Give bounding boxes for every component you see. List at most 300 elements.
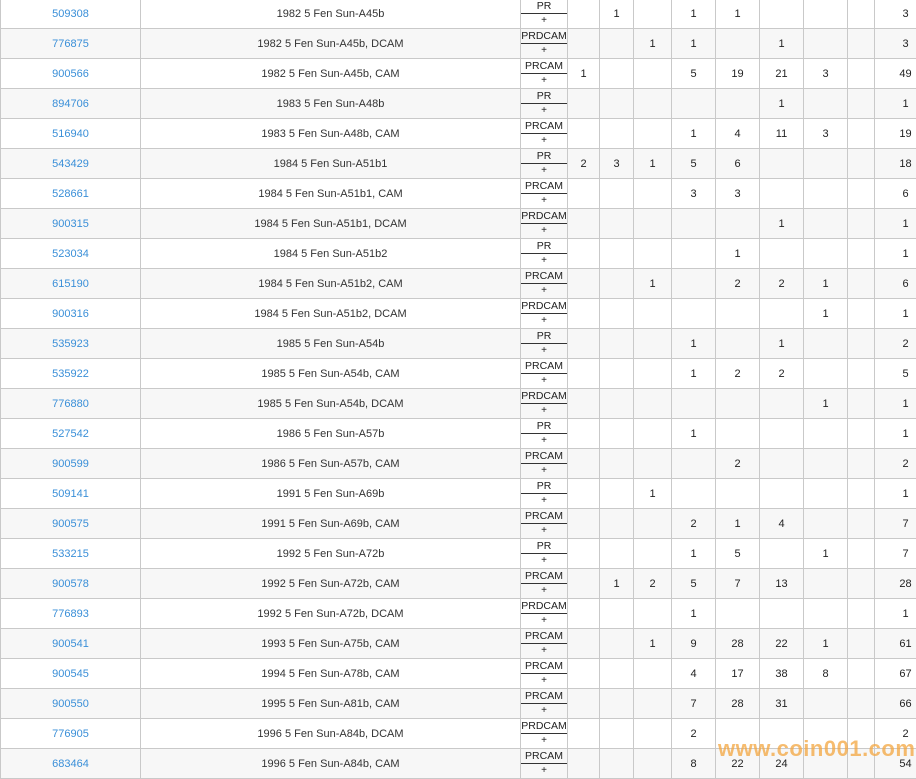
item-id-cell bbox=[1, 359, 141, 389]
grade-designation: PRDCAM bbox=[521, 599, 567, 614]
population-count-cell bbox=[716, 419, 760, 449]
coin-description: 1992 5 Fen Sun-A72b, DCAM bbox=[141, 599, 521, 629]
population-count-cell bbox=[568, 329, 600, 359]
grade-designation: PRCAM bbox=[521, 269, 567, 284]
item-id-link[interactable]: 535922 bbox=[52, 368, 89, 380]
population-count-cell bbox=[672, 89, 716, 119]
grade-designation: PRCAM bbox=[521, 689, 567, 704]
population-count-cell: 7 bbox=[672, 689, 716, 719]
population-count-cell bbox=[760, 479, 804, 509]
grade-designation: PR bbox=[521, 329, 567, 344]
population-count-cell bbox=[760, 599, 804, 629]
item-id-cell bbox=[1, 239, 141, 269]
grade-designation: PRDCAM bbox=[521, 719, 567, 734]
item-id-cell bbox=[1, 389, 141, 419]
item-id-link[interactable]: 509308 bbox=[52, 8, 89, 20]
item-id-cell bbox=[1, 659, 141, 689]
population-count-cell: 5 bbox=[672, 569, 716, 599]
grade-designation-cell bbox=[521, 239, 568, 269]
coin-description: 1983 5 Fen Sun-A48b bbox=[141, 89, 521, 119]
table-row bbox=[1, 239, 916, 269]
coin-description: 1984 5 Fen Sun-A51b1 bbox=[141, 149, 521, 179]
population-count-cell bbox=[600, 509, 634, 539]
population-count-cell: 7 bbox=[716, 569, 760, 599]
population-count-cell: 5 bbox=[672, 149, 716, 179]
population-count-cell: 21 bbox=[760, 59, 804, 89]
table-row bbox=[1, 359, 916, 389]
plus-grade-marker: + bbox=[521, 134, 567, 148]
population-count-cell bbox=[848, 329, 875, 359]
population-count-cell bbox=[568, 629, 600, 659]
table-row bbox=[1, 299, 916, 329]
population-count-cell bbox=[568, 209, 600, 239]
table-row bbox=[1, 329, 916, 359]
item-id-link[interactable]: 533215 bbox=[52, 548, 89, 560]
table-row bbox=[1, 689, 916, 719]
population-count-cell bbox=[672, 479, 716, 509]
population-count-cell bbox=[600, 449, 634, 479]
population-count-cell bbox=[804, 749, 848, 779]
item-id-link[interactable]: 900566 bbox=[52, 68, 89, 80]
item-id-link[interactable]: 900550 bbox=[52, 698, 89, 710]
population-count-cell bbox=[568, 269, 600, 299]
population-count-cell: 1 bbox=[716, 0, 760, 29]
population-count-cell bbox=[634, 89, 672, 119]
population-count-cell: 2 bbox=[716, 359, 760, 389]
grade-designation: PRCAM bbox=[521, 449, 567, 464]
plus-grade-marker: + bbox=[521, 44, 567, 58]
plus-grade-marker: + bbox=[521, 14, 567, 28]
grade-designation-cell bbox=[521, 389, 568, 419]
grade-designation: PR bbox=[521, 419, 567, 434]
population-count-cell: 1 bbox=[634, 629, 672, 659]
population-total-cell: 1 bbox=[875, 299, 916, 329]
item-id-link[interactable]: 528661 bbox=[52, 188, 89, 200]
population-count-cell: 6 bbox=[716, 149, 760, 179]
population-count-cell bbox=[804, 449, 848, 479]
grade-designation-cell bbox=[521, 419, 568, 449]
table-row bbox=[1, 659, 916, 689]
coin-description: 1986 5 Fen Sun-A57b, CAM bbox=[141, 449, 521, 479]
population-count-cell bbox=[760, 719, 804, 749]
item-id-cell bbox=[1, 209, 141, 239]
grade-designation: PRDCAM bbox=[521, 299, 567, 314]
population-count-cell bbox=[600, 419, 634, 449]
population-count-cell bbox=[804, 179, 848, 209]
population-count-cell bbox=[760, 299, 804, 329]
population-count-cell: 1 bbox=[804, 389, 848, 419]
grade-designation-cell bbox=[521, 179, 568, 209]
population-count-cell bbox=[600, 629, 634, 659]
table-row bbox=[1, 509, 916, 539]
population-count-cell bbox=[848, 569, 875, 599]
population-count-cell: 3 bbox=[804, 119, 848, 149]
population-count-cell bbox=[716, 329, 760, 359]
grade-designation: PR bbox=[521, 539, 567, 554]
population-count-cell bbox=[804, 569, 848, 599]
population-count-cell bbox=[804, 509, 848, 539]
item-id-cell bbox=[1, 509, 141, 539]
population-count-cell bbox=[760, 239, 804, 269]
item-id-cell bbox=[1, 479, 141, 509]
population-count-cell bbox=[804, 419, 848, 449]
grade-designation: PRCAM bbox=[521, 359, 567, 374]
plus-grade-marker: + bbox=[521, 734, 567, 748]
table-row bbox=[1, 719, 916, 749]
population-count-cell bbox=[804, 239, 848, 269]
population-count-cell bbox=[568, 0, 600, 29]
population-count-cell bbox=[634, 689, 672, 719]
coin-description: 1996 5 Fen Sun-A84b, CAM bbox=[141, 749, 521, 779]
population-count-cell bbox=[600, 299, 634, 329]
population-total-cell: 1 bbox=[875, 239, 916, 269]
table-row bbox=[1, 0, 916, 29]
table-row bbox=[1, 179, 916, 209]
population-count-cell bbox=[848, 719, 875, 749]
population-count-cell bbox=[634, 329, 672, 359]
population-count-cell bbox=[848, 599, 875, 629]
plus-grade-marker: + bbox=[521, 344, 567, 358]
population-count-cell: 38 bbox=[760, 659, 804, 689]
population-count-cell: 1 bbox=[760, 29, 804, 59]
grade-designation-cell bbox=[521, 359, 568, 389]
item-id-link[interactable]: 900316 bbox=[52, 308, 89, 320]
population-count-cell bbox=[568, 569, 600, 599]
population-count-cell bbox=[600, 719, 634, 749]
population-count-cell: 2 bbox=[672, 719, 716, 749]
population-count-cell: 5 bbox=[716, 539, 760, 569]
population-count-cell: 3 bbox=[804, 59, 848, 89]
population-count-cell: 2 bbox=[760, 359, 804, 389]
population-count-cell: 2 bbox=[634, 569, 672, 599]
population-count-cell: 2 bbox=[716, 269, 760, 299]
population-total-cell: 54 bbox=[875, 749, 916, 779]
population-count-cell bbox=[634, 59, 672, 89]
population-count-cell bbox=[634, 599, 672, 629]
population-count-cell: 1 bbox=[672, 119, 716, 149]
table-row bbox=[1, 29, 916, 59]
grade-designation-cell bbox=[521, 599, 568, 629]
grade-designation-cell bbox=[521, 479, 568, 509]
population-count-cell bbox=[848, 119, 875, 149]
plus-grade-marker: + bbox=[521, 644, 567, 658]
population-count-cell bbox=[600, 29, 634, 59]
population-count-cell bbox=[634, 719, 672, 749]
grade-designation-cell bbox=[521, 539, 568, 569]
population-count-cell bbox=[848, 0, 875, 29]
population-count-cell bbox=[600, 269, 634, 299]
population-count-cell bbox=[568, 539, 600, 569]
population-count-cell bbox=[600, 689, 634, 719]
coin-description: 1984 5 Fen Sun-A51b1, DCAM bbox=[141, 209, 521, 239]
population-count-cell: 22 bbox=[716, 749, 760, 779]
population-count-cell bbox=[716, 719, 760, 749]
population-count-cell bbox=[600, 209, 634, 239]
coin-description: 1985 5 Fen Sun-A54b, DCAM bbox=[141, 389, 521, 419]
population-count-cell: 1 bbox=[672, 359, 716, 389]
population-count-cell bbox=[848, 749, 875, 779]
item-id-link[interactable]: 900541 bbox=[52, 638, 89, 650]
population-total-cell: 66 bbox=[875, 689, 916, 719]
population-count-cell bbox=[804, 359, 848, 389]
plus-grade-marker: + bbox=[521, 704, 567, 718]
population-count-cell bbox=[568, 419, 600, 449]
table-row bbox=[1, 269, 916, 299]
grade-designation: PR bbox=[521, 149, 567, 164]
population-count-cell: 1 bbox=[716, 239, 760, 269]
population-count-cell bbox=[672, 299, 716, 329]
table-row bbox=[1, 539, 916, 569]
coin-description: 1992 5 Fen Sun-A72b bbox=[141, 539, 521, 569]
item-id-cell bbox=[1, 29, 141, 59]
population-total-cell: 19 bbox=[875, 119, 916, 149]
plus-grade-marker: + bbox=[521, 764, 567, 778]
population-total-cell: 28 bbox=[875, 569, 916, 599]
population-count-cell: 1 bbox=[804, 539, 848, 569]
table-row bbox=[1, 89, 916, 119]
population-count-cell bbox=[600, 179, 634, 209]
grade-designation: PRDCAM bbox=[521, 209, 567, 224]
population-count-cell: 28 bbox=[716, 689, 760, 719]
population-count-cell bbox=[634, 749, 672, 779]
population-count-cell bbox=[568, 449, 600, 479]
population-count-cell bbox=[848, 449, 875, 479]
plus-grade-marker: + bbox=[521, 404, 567, 418]
population-total-cell: 1 bbox=[875, 599, 916, 629]
population-count-cell: 1 bbox=[804, 269, 848, 299]
population-count-cell bbox=[848, 179, 875, 209]
population-count-cell bbox=[760, 419, 804, 449]
population-count-cell: 1 bbox=[672, 539, 716, 569]
plus-grade-marker: + bbox=[521, 224, 567, 238]
population-count-cell bbox=[600, 59, 634, 89]
population-count-cell bbox=[716, 479, 760, 509]
coin-description: 1994 5 Fen Sun-A78b, CAM bbox=[141, 659, 521, 689]
population-count-cell bbox=[672, 239, 716, 269]
grade-designation-cell bbox=[521, 509, 568, 539]
population-count-cell: 1 bbox=[634, 29, 672, 59]
population-count-cell: 1 bbox=[760, 329, 804, 359]
population-total-cell: 2 bbox=[875, 449, 916, 479]
grade-designation-cell bbox=[521, 329, 568, 359]
grade-designation: PRDCAM bbox=[521, 389, 567, 404]
grade-designation: PRCAM bbox=[521, 119, 567, 134]
item-id-link[interactable]: 523034 bbox=[52, 248, 89, 260]
population-total-cell: 18 bbox=[875, 149, 916, 179]
population-count-cell bbox=[848, 299, 875, 329]
plus-grade-marker: + bbox=[521, 374, 567, 388]
population-total-cell: 1 bbox=[875, 419, 916, 449]
item-id-cell bbox=[1, 119, 141, 149]
population-count-cell bbox=[716, 389, 760, 419]
population-count-cell: 1 bbox=[804, 629, 848, 659]
item-id-cell bbox=[1, 179, 141, 209]
grade-designation: PRCAM bbox=[521, 659, 567, 674]
population-table-body bbox=[1, 0, 916, 779]
item-id-cell bbox=[1, 299, 141, 329]
population-count-cell bbox=[634, 539, 672, 569]
population-total-cell: 67 bbox=[875, 659, 916, 689]
item-id-link[interactable]: 900578 bbox=[52, 578, 89, 590]
coin-description: 1996 5 Fen Sun-A84b, DCAM bbox=[141, 719, 521, 749]
grade-designation: PRCAM bbox=[521, 629, 567, 644]
population-count-cell bbox=[848, 389, 875, 419]
population-count-cell bbox=[568, 239, 600, 269]
population-count-cell: 1 bbox=[672, 599, 716, 629]
population-count-cell bbox=[848, 479, 875, 509]
coin-description: 1992 5 Fen Sun-A72b, CAM bbox=[141, 569, 521, 599]
grade-designation-cell bbox=[521, 59, 568, 89]
item-id-cell bbox=[1, 629, 141, 659]
population-total-cell: 6 bbox=[875, 269, 916, 299]
population-count-cell: 4 bbox=[672, 659, 716, 689]
population-count-cell: 1 bbox=[760, 89, 804, 119]
population-count-cell: 1 bbox=[716, 509, 760, 539]
population-count-cell bbox=[848, 59, 875, 89]
population-count-cell bbox=[848, 29, 875, 59]
population-count-cell: 17 bbox=[716, 659, 760, 689]
item-id-link[interactable]: 776880 bbox=[52, 398, 89, 410]
population-count-cell bbox=[848, 419, 875, 449]
population-count-cell bbox=[848, 539, 875, 569]
population-count-cell bbox=[568, 719, 600, 749]
coin-description: 1993 5 Fen Sun-A75b, CAM bbox=[141, 629, 521, 659]
item-id-link[interactable]: 776905 bbox=[52, 728, 89, 740]
population-count-cell bbox=[716, 209, 760, 239]
population-count-cell: 1 bbox=[804, 299, 848, 329]
grade-designation-cell bbox=[521, 569, 568, 599]
population-count-cell bbox=[804, 599, 848, 629]
grade-designation-cell bbox=[521, 149, 568, 179]
population-count-cell: 1 bbox=[672, 29, 716, 59]
population-count-cell bbox=[848, 89, 875, 119]
coin-description: 1985 5 Fen Sun-A54b bbox=[141, 329, 521, 359]
population-total-cell: 6 bbox=[875, 179, 916, 209]
coin-description: 1983 5 Fen Sun-A48b, CAM bbox=[141, 119, 521, 149]
plus-grade-marker: + bbox=[521, 164, 567, 178]
grade-designation-cell bbox=[521, 89, 568, 119]
population-count-cell bbox=[600, 239, 634, 269]
population-count-cell: 2 bbox=[568, 149, 600, 179]
population-count-cell bbox=[672, 449, 716, 479]
item-id-link[interactable]: 527542 bbox=[52, 428, 89, 440]
population-count-cell bbox=[600, 599, 634, 629]
item-id-cell bbox=[1, 749, 141, 779]
population-count-cell: 22 bbox=[760, 629, 804, 659]
population-count-cell bbox=[634, 239, 672, 269]
population-total-cell: 1 bbox=[875, 479, 916, 509]
item-id-link[interactable]: 543429 bbox=[52, 158, 89, 170]
population-count-cell bbox=[568, 89, 600, 119]
item-id-link[interactable]: 516940 bbox=[52, 128, 89, 140]
grade-designation-cell bbox=[521, 29, 568, 59]
item-id-link[interactable]: 535923 bbox=[52, 338, 89, 350]
population-count-cell bbox=[848, 689, 875, 719]
population-count-cell: 1 bbox=[634, 149, 672, 179]
grade-designation-cell bbox=[521, 119, 568, 149]
item-id-link[interactable]: 683464 bbox=[52, 758, 89, 770]
grade-designation-cell bbox=[521, 269, 568, 299]
population-count-cell: 8 bbox=[672, 749, 716, 779]
population-count-cell bbox=[848, 509, 875, 539]
population-count-cell bbox=[848, 149, 875, 179]
population-count-cell bbox=[804, 329, 848, 359]
population-total-cell: 7 bbox=[875, 509, 916, 539]
coin-description: 1995 5 Fen Sun-A81b, CAM bbox=[141, 689, 521, 719]
population-count-cell: 1 bbox=[672, 329, 716, 359]
item-id-cell bbox=[1, 89, 141, 119]
item-id-link[interactable]: 894706 bbox=[52, 98, 89, 110]
item-id-cell bbox=[1, 0, 141, 29]
item-id-cell bbox=[1, 269, 141, 299]
item-id-cell bbox=[1, 449, 141, 479]
item-id-link[interactable]: 900315 bbox=[52, 218, 89, 230]
population-count-cell: 3 bbox=[672, 179, 716, 209]
population-count-cell bbox=[716, 29, 760, 59]
plus-grade-marker: + bbox=[521, 464, 567, 478]
item-id-link[interactable]: 900575 bbox=[52, 518, 89, 530]
population-count-cell bbox=[672, 209, 716, 239]
population-count-cell bbox=[760, 179, 804, 209]
grade-designation-cell bbox=[521, 719, 568, 749]
item-id-link[interactable]: 509141 bbox=[52, 488, 89, 500]
item-id-cell bbox=[1, 719, 141, 749]
grade-designation-cell bbox=[521, 689, 568, 719]
population-count-cell: 1 bbox=[760, 209, 804, 239]
population-count-cell bbox=[568, 689, 600, 719]
population-total-cell: 5 bbox=[875, 359, 916, 389]
population-count-cell bbox=[848, 359, 875, 389]
population-count-cell bbox=[760, 539, 804, 569]
item-id-cell bbox=[1, 569, 141, 599]
coin-description: 1985 5 Fen Sun-A54b, CAM bbox=[141, 359, 521, 389]
population-count-cell bbox=[600, 119, 634, 149]
population-count-cell bbox=[760, 0, 804, 29]
population-count-cell: 11 bbox=[760, 119, 804, 149]
item-id-cell bbox=[1, 689, 141, 719]
population-count-cell bbox=[568, 479, 600, 509]
population-count-cell: 2 bbox=[760, 269, 804, 299]
population-count-cell bbox=[568, 179, 600, 209]
grade-designation-cell bbox=[521, 299, 568, 329]
item-id-link[interactable]: 900545 bbox=[52, 668, 89, 680]
population-count-cell bbox=[634, 449, 672, 479]
population-count-cell bbox=[634, 509, 672, 539]
item-id-cell bbox=[1, 539, 141, 569]
grade-designation: PR bbox=[521, 239, 567, 254]
population-count-cell: 3 bbox=[600, 149, 634, 179]
item-id-link[interactable]: 776875 bbox=[52, 38, 89, 50]
grade-designation-cell bbox=[521, 209, 568, 239]
population-count-cell: 13 bbox=[760, 569, 804, 599]
population-count-cell bbox=[600, 479, 634, 509]
population-total-cell: 49 bbox=[875, 59, 916, 89]
population-count-cell bbox=[568, 389, 600, 419]
item-id-link[interactable]: 615190 bbox=[52, 278, 89, 290]
population-count-cell bbox=[804, 209, 848, 239]
population-count-cell bbox=[634, 389, 672, 419]
item-id-link[interactable]: 900599 bbox=[52, 458, 89, 470]
item-id-link[interactable]: 776893 bbox=[52, 608, 89, 620]
grade-designation: PR bbox=[521, 89, 567, 104]
population-total-cell: 2 bbox=[875, 719, 916, 749]
table-row bbox=[1, 749, 916, 779]
population-count-cell: 1 bbox=[600, 569, 634, 599]
population-count-cell bbox=[848, 629, 875, 659]
population-count-cell bbox=[760, 389, 804, 419]
item-id-cell bbox=[1, 419, 141, 449]
plus-grade-marker: + bbox=[521, 554, 567, 568]
